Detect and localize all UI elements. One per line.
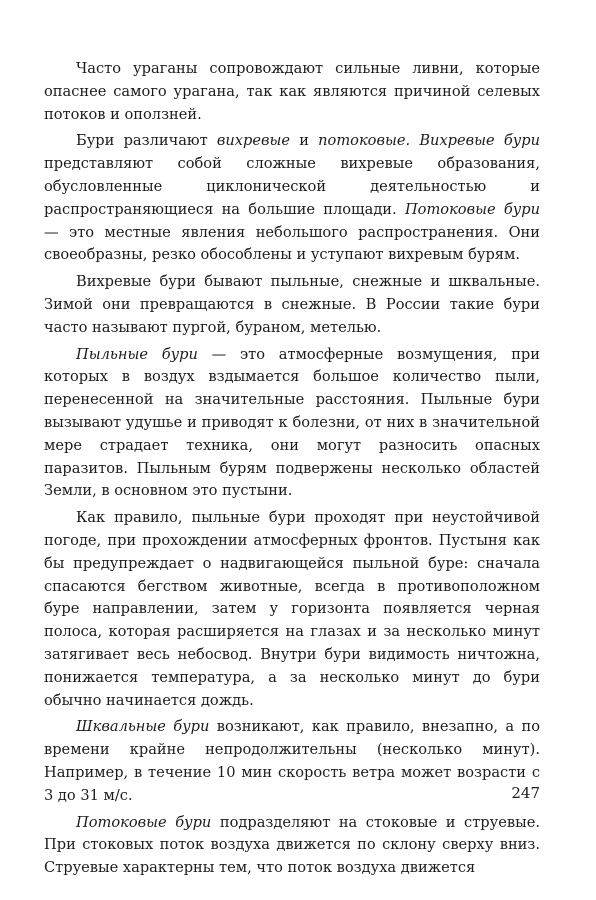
paragraph-text: Бури различают xyxy=(76,132,217,150)
italic-term: потоковые. Вихревые бури xyxy=(318,132,540,150)
paragraph-3 xyxy=(44,271,540,339)
paragraph-text: и xyxy=(290,132,319,150)
paragraph-text: возникают, как правило, внезапно, а по времени крайне непродолжительны (несколько минут). Например, в течение 10 мин скорость ветра может возрасти с 3 до 31 м/с. xyxy=(44,718,540,804)
italic-term: Пыльные бури xyxy=(76,345,198,363)
italic-term: Шквальные бури xyxy=(76,718,210,736)
paragraph-6 xyxy=(44,716,540,807)
page-body xyxy=(44,58,540,884)
paragraph-1 xyxy=(44,58,540,126)
paragraph-text: — это местные явления небольшого распространения. Они своеобразны, резко обособлены и уступают вихревым бурям. xyxy=(44,223,540,264)
paragraph-text: — это атмосферные возмущения, при которых в воздух вздымается большое количество пыли, перенесенной на значительные расстояния. Пыльные бури вызывают удушье и приводят к болезни, от них в значительной мере страдает техника, они могут разносить опасных паразитов. Пыльным бурям подвержены несколько областей Земли, в основном это пустыни. xyxy=(44,345,540,500)
italic-term: Потоковые бури xyxy=(76,813,212,831)
paragraph-4 xyxy=(44,344,540,504)
page-number: 247 xyxy=(511,784,540,802)
paragraph-text: Часто ураганы сопровождают сильные ливни, которые опаснее самого урагана, так как являются причиной селевых потоков и оползней. xyxy=(44,60,540,123)
paragraph-text: Вихревые бури бывают пыльные, снежные и шквальные. Зимой они превращаются в снежные. В России такие бури часто называют пургой, бураном, метелью. xyxy=(44,273,540,336)
paragraph-text: представляют собой сложные вихревые образования, обусловленные циклонической деятельностью и распространяющиеся на большие площади. xyxy=(44,155,540,218)
paragraph-5 xyxy=(44,507,540,712)
italic-term: Потоковые бури xyxy=(404,200,540,218)
paragraph-text: подразделяют на стоковые и струевые. При стоковых поток воздуха движется по склону сверху вниз. Струевые характерны тем, что поток воздуха движется xyxy=(44,813,540,877)
paragraph-7 xyxy=(44,812,540,880)
italic-term: вихревые xyxy=(216,132,291,150)
paragraph-text: Как правило, пыльные бури проходят при неустойчивой погоде, при прохождении атмосферных фронтов. Пустыня как бы предупреждает о надвигающейся пыльной буре: сначала спасаются бегством животные, всегда в противоположном буре направлении, затем у горизонта появляется черная полоса, которая расширяется на глазах и за несколько минут затягивает весь небосвод. Внутри бури видимость ничтожна, понижается температура, а за несколько минут до бури обычно начинается дождь. xyxy=(44,509,540,709)
paragraph-2 xyxy=(44,130,540,267)
